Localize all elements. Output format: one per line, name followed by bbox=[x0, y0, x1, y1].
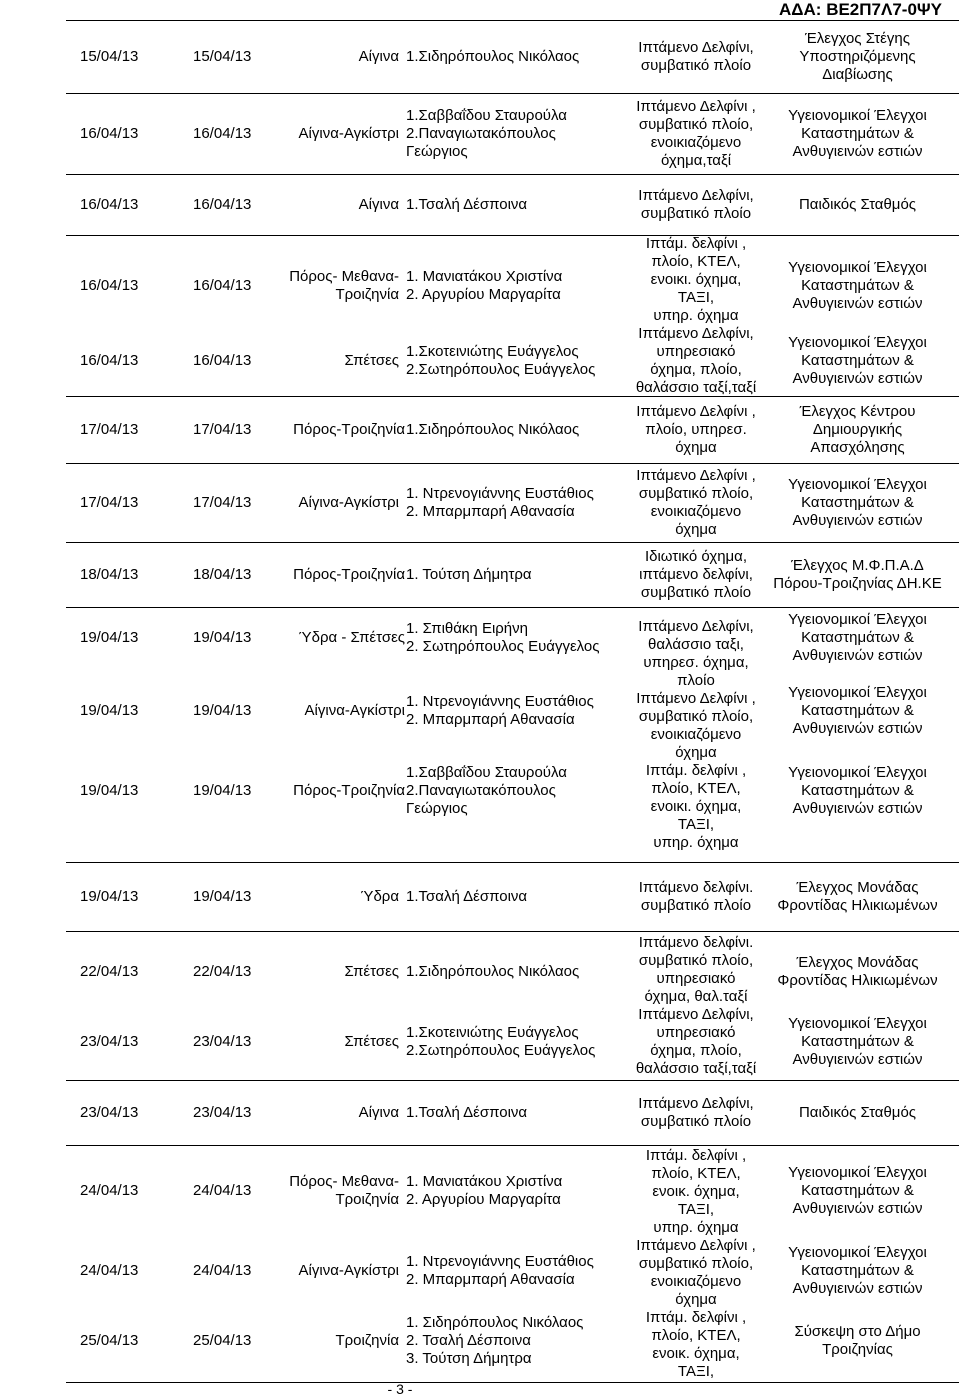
cell-line: συμβατικό πλοίο, bbox=[638, 708, 754, 725]
cell-line: 1.Σαββαΐδου Σταυρούλα bbox=[406, 107, 567, 124]
start-date-cell: 25/04/13 bbox=[80, 1332, 139, 1349]
transport-cell bbox=[627, 39, 765, 75]
cell-line: Ιπτάμενο Δελφίνι , bbox=[636, 1237, 756, 1254]
cell-line: Υγειονομικοί Έλεγχοι bbox=[788, 611, 927, 628]
start-date-cell: 16/04/13 bbox=[80, 277, 139, 294]
purpose-cell bbox=[756, 259, 959, 313]
cell-line: 1.Σιδηρόπουλος Νικόλαος bbox=[406, 48, 580, 65]
cell-line: Παιδικός Σταθμός bbox=[798, 196, 917, 213]
cell-line: υπηρεσιακό bbox=[656, 970, 736, 987]
transport-cell bbox=[627, 618, 765, 690]
cell-line: όχημα,ταξί bbox=[660, 152, 732, 169]
end-date-cell: 19/04/13 bbox=[193, 629, 252, 646]
cell-line: Απασχόλησης bbox=[810, 439, 905, 456]
end-date-cell: 16/04/13 bbox=[193, 277, 252, 294]
cell-line: Υγειονομικοί Έλεγχοι bbox=[788, 1164, 927, 1181]
purpose-cell bbox=[756, 954, 959, 990]
purpose-cell bbox=[756, 476, 959, 530]
transport-cell bbox=[627, 187, 765, 223]
purpose-cell bbox=[756, 684, 959, 738]
end-date-cell: 17/04/13 bbox=[193, 494, 252, 511]
cell-line: 1. Ντρενογιάννης Ευστάθιος bbox=[406, 1253, 594, 1270]
staff-cell bbox=[400, 343, 642, 379]
table-row bbox=[66, 175, 959, 236]
table-row bbox=[66, 1081, 959, 1146]
staff-cell bbox=[400, 1314, 642, 1368]
cell-line: Πόρος- Μεθανα- bbox=[289, 268, 399, 285]
cell-line: υπηρεσιακό bbox=[656, 343, 736, 360]
staff-cell bbox=[400, 1173, 642, 1209]
staff-cell bbox=[400, 888, 642, 906]
transport-cell bbox=[627, 1095, 765, 1131]
end-date-cell: 24/04/13 bbox=[193, 1182, 252, 1199]
table-row bbox=[66, 21, 959, 94]
transport-cell bbox=[627, 934, 765, 1006]
cell-line: Έλεγχος Στέγης bbox=[805, 30, 910, 47]
cell-line: Αίγινα bbox=[358, 196, 399, 213]
end-date-cell: 23/04/13 bbox=[193, 1104, 252, 1121]
transport-cell bbox=[627, 1147, 765, 1237]
start-date-cell: 15/04/13 bbox=[80, 48, 139, 65]
cell-line: 1.Τσαλή Δέσποινα bbox=[406, 1104, 528, 1121]
place-cell bbox=[281, 352, 399, 370]
staff-cell bbox=[400, 620, 642, 656]
cell-line: 1. Ντρενογιάννης Ευστάθιος bbox=[406, 693, 594, 710]
staff-cell bbox=[400, 485, 642, 521]
purpose-cell bbox=[756, 1323, 959, 1359]
end-date-cell: 16/04/13 bbox=[193, 196, 252, 213]
cell-line: 1.Σαββαΐδου Σταυρούλα bbox=[406, 764, 567, 781]
cell-line: όχημα, πλοίο, bbox=[650, 361, 742, 378]
cell-line: Δημιουργικής bbox=[812, 421, 903, 438]
start-date-cell: 19/04/13 bbox=[80, 888, 139, 905]
purpose-cell bbox=[756, 1015, 959, 1069]
cell-line: Καταστημάτων & bbox=[801, 494, 914, 511]
staff-cell bbox=[400, 421, 642, 439]
cell-line: Ιπτάμενο δελφίνι. bbox=[638, 879, 754, 896]
cell-line: 2.Σωτηρόπουλος Ευάγγελος bbox=[406, 361, 596, 378]
cell-line: Ανθυγιεινών εστιών bbox=[792, 1200, 923, 1217]
start-date-cell: 16/04/13 bbox=[80, 196, 139, 213]
cell-line: 1.Σκοτεινιώτης Ευάγγελος bbox=[406, 1024, 579, 1041]
table-row bbox=[66, 543, 959, 608]
cell-line: Υποστηριζόμενης bbox=[799, 48, 916, 65]
cell-line: συμβατικό πλοίο bbox=[640, 584, 752, 601]
cell-line: υπηρ. όχημα bbox=[653, 834, 739, 851]
cell-line: όχημα, θαλ.ταξί bbox=[644, 988, 748, 1005]
place-cell bbox=[281, 196, 399, 214]
cell-line: ενοικιαζόμενο bbox=[650, 1273, 742, 1290]
cell-line: 2. Τσαλή Δέσποινα bbox=[406, 1332, 531, 1349]
end-date-cell: 16/04/13 bbox=[193, 125, 252, 142]
cell-line: Ιπτάμενο Δελφίνι, bbox=[638, 39, 754, 56]
end-date-cell: 22/04/13 bbox=[193, 963, 252, 980]
cell-line: 1.Τσαλή Δέσποινα bbox=[406, 888, 528, 905]
cell-line: Ιπτάμενο δελφίνι. bbox=[638, 934, 754, 951]
cell-line: Έλεγχος Μονάδας bbox=[796, 954, 919, 971]
cell-line: Πόρου-Τροιζηνίας ΔΗ.ΚΕ bbox=[773, 575, 942, 592]
staff-cell bbox=[400, 1024, 642, 1060]
cell-line: ΤΑΞΙ, bbox=[677, 289, 715, 306]
staff-cell bbox=[400, 196, 642, 214]
cell-line: Ανθυγιεινών εστιών bbox=[792, 143, 923, 160]
end-date-cell: 24/04/13 bbox=[193, 1262, 252, 1279]
cell-line: Αίγινα bbox=[358, 48, 399, 65]
cell-line: συμβατικό πλοίο bbox=[640, 897, 752, 914]
cell-line: Σύσκεψη στο Δήμο bbox=[794, 1323, 921, 1340]
transport-cell bbox=[627, 1237, 765, 1309]
cell-line: Υγειονομικοί Έλεγχοι bbox=[788, 1015, 927, 1032]
cell-line: 1. Τούτση Δήμητρα bbox=[406, 566, 532, 583]
cell-line: Ανθυγιεινών εστιών bbox=[792, 720, 923, 737]
cell-line: 2.Παναγιωτακόπουλος bbox=[406, 782, 556, 799]
place-cell bbox=[281, 125, 399, 143]
staff-cell bbox=[400, 1253, 642, 1289]
cell-line: Ιπτάμενο Δελφίνι, bbox=[638, 187, 754, 204]
cell-line: Ύδρα - Σπέτσες bbox=[298, 629, 405, 646]
transport-cell bbox=[627, 98, 765, 170]
cell-line: Καταστημάτων & bbox=[801, 1182, 914, 1199]
cell-line: Πόρος-Τροιζηνία bbox=[293, 566, 405, 583]
cell-line: Παιδικός Σταθμός bbox=[798, 1104, 917, 1121]
place-cell bbox=[281, 268, 399, 304]
cell-line: 2.Σωτηρόπουλος Ευάγγελος bbox=[406, 1042, 596, 1059]
place-cell bbox=[281, 421, 405, 439]
cell-line: Ανθυγιεινών εστιών bbox=[792, 1051, 923, 1068]
transport-cell bbox=[627, 403, 765, 457]
transport-cell bbox=[627, 548, 765, 602]
cell-line: Έλεγχος Κέντρου bbox=[799, 403, 916, 420]
transport-cell bbox=[627, 467, 765, 539]
cell-line: 2. Σωτηρόπουλος Ευάγγελος bbox=[406, 638, 600, 655]
cell-line: ενοικιαζόμενο bbox=[650, 726, 742, 743]
start-date-cell: 19/04/13 bbox=[80, 702, 139, 719]
table-row bbox=[66, 932, 959, 1081]
cell-line: 2.Παναγιωτακόπουλος bbox=[406, 125, 556, 142]
start-date-cell: 16/04/13 bbox=[80, 352, 139, 369]
place-cell bbox=[281, 782, 405, 800]
inspection-schedule-table bbox=[66, 20, 959, 1383]
purpose-cell bbox=[756, 1164, 959, 1218]
cell-line: Πόρος-Τροιζηνία bbox=[293, 421, 405, 438]
place-cell bbox=[281, 494, 399, 512]
transport-cell bbox=[627, 690, 765, 762]
place-cell bbox=[281, 629, 405, 647]
start-date-cell: 19/04/13 bbox=[80, 782, 139, 799]
cell-line: Γεώργιος bbox=[406, 143, 468, 160]
cell-line: 1. Μανιατάκου Χριστίνα bbox=[406, 1173, 563, 1190]
cell-line: 1. Ντρενογιάννης Ευστάθιος bbox=[406, 485, 594, 502]
cell-line: ενοικιαζόμενο bbox=[650, 134, 742, 151]
staff-cell bbox=[400, 963, 642, 981]
cell-line: Ιπτάμενο Δελφίνι , bbox=[636, 467, 756, 484]
cell-line: ενοικ. όχημα, bbox=[652, 1183, 740, 1200]
place-cell bbox=[281, 1332, 399, 1350]
start-date-cell: 23/04/13 bbox=[80, 1033, 139, 1050]
end-date-cell: 19/04/13 bbox=[193, 888, 252, 905]
place-cell bbox=[281, 1104, 399, 1122]
cell-line: Ιπτάμενο Δελφίνι, bbox=[638, 1006, 754, 1023]
end-date-cell: 19/04/13 bbox=[193, 782, 252, 799]
cell-line: συμβατικό πλοίο bbox=[640, 1113, 752, 1130]
transport-cell bbox=[627, 1006, 765, 1078]
start-date-cell: 24/04/13 bbox=[80, 1182, 139, 1199]
purpose-cell bbox=[756, 764, 959, 818]
cell-line: Υγειονομικοί Έλεγχοι bbox=[788, 764, 927, 781]
cell-line: πλοίο, ΚΤΕΛ, bbox=[651, 1165, 741, 1182]
staff-cell bbox=[400, 764, 642, 818]
cell-line: Πόρος- Μεθανα- bbox=[289, 1173, 399, 1190]
purpose-cell bbox=[756, 196, 959, 214]
cell-line: Σπέτσες bbox=[344, 1033, 399, 1050]
cell-line: ΤΑΞΙ, bbox=[677, 1363, 715, 1380]
table-row bbox=[66, 397, 959, 464]
cell-line: συμβατικό πλοίο, bbox=[638, 116, 754, 133]
cell-line: Αίγινα-Αγκίστρι bbox=[298, 125, 399, 142]
place-cell bbox=[281, 1173, 399, 1209]
cell-line: Τροιζηνίας bbox=[822, 1341, 893, 1358]
cell-line: Ύδρα bbox=[360, 888, 399, 905]
transport-cell bbox=[627, 762, 765, 852]
cell-line: 1.Σιδηρόπουλος Νικόλαος bbox=[406, 421, 580, 438]
cell-line: Ιπτάμενο Δελφίνι, bbox=[638, 1095, 754, 1112]
cell-line: Τροιζηνία bbox=[335, 1332, 399, 1349]
cell-line: Φροντίδας Ηλικιωμένων bbox=[777, 972, 938, 989]
cell-line: Ιπτάμενο Δελφίνι, bbox=[638, 325, 754, 342]
table-row bbox=[66, 608, 959, 863]
cell-line: πλοίο bbox=[677, 672, 715, 689]
cell-line: Διαβίωσης bbox=[822, 66, 893, 83]
cell-line: Ανθυγιεινών εστιών bbox=[792, 647, 923, 664]
cell-line: Υγειονομικοί Έλεγχοι bbox=[788, 259, 927, 276]
purpose-cell bbox=[756, 611, 959, 665]
cell-line: Τροιζηνία bbox=[335, 1191, 399, 1208]
cell-line: Υγειονομικοί Έλεγχοι bbox=[788, 684, 927, 701]
start-date-cell: 17/04/13 bbox=[80, 421, 139, 438]
cell-line: 1. Σιδηρόπουλος Νικόλαος bbox=[406, 1314, 584, 1331]
cell-line: υπηρεσ. όχημα, bbox=[643, 654, 749, 671]
start-date-cell: 18/04/13 bbox=[80, 566, 139, 583]
cell-line: Γεώργιος bbox=[406, 800, 468, 817]
cell-line: Φροντίδας Ηλικιωμένων bbox=[777, 897, 938, 914]
cell-line: Ανθυγιεινών εστιών bbox=[792, 1280, 923, 1297]
cell-line: Σπέτσες bbox=[344, 352, 399, 369]
cell-line: Υγειονομικοί Έλεγχοι bbox=[788, 334, 927, 351]
table-row bbox=[66, 863, 959, 932]
cell-line: Υγειονομικοί Έλεγχοι bbox=[788, 1244, 927, 1261]
cell-line: Ιπτάμενο Δελφίνι , bbox=[636, 690, 756, 707]
cell-line: Καταστημάτων & bbox=[801, 277, 914, 294]
cell-line: ενοικι. όχημα, bbox=[650, 798, 742, 815]
end-date-cell: 25/04/13 bbox=[193, 1332, 252, 1349]
cell-line: Καταστημάτων & bbox=[801, 1262, 914, 1279]
place-cell bbox=[281, 48, 399, 66]
start-date-cell: 22/04/13 bbox=[80, 963, 139, 980]
end-date-cell: 19/04/13 bbox=[193, 702, 252, 719]
cell-line: όχημα, πλοίο, bbox=[650, 1042, 742, 1059]
cell-line: 1.Σκοτεινιώτης Ευάγγελος bbox=[406, 343, 579, 360]
cell-line: πλοίο, ΚΤΕΛ, bbox=[651, 1327, 741, 1344]
cell-line: συμβατικό πλοίο, bbox=[638, 1255, 754, 1272]
cell-line: ενοικιαζόμενο bbox=[650, 503, 742, 520]
start-date-cell: 16/04/13 bbox=[80, 125, 139, 142]
cell-line: συμβατικό πλοίο, bbox=[638, 485, 754, 502]
cell-line: Ιδιωτικό όχημα, bbox=[644, 548, 748, 565]
end-date-cell: 23/04/13 bbox=[193, 1033, 252, 1050]
staff-cell bbox=[400, 107, 642, 161]
purpose-cell bbox=[756, 557, 959, 593]
cell-line: 3. Τούτση Δήμητρα bbox=[406, 1350, 532, 1367]
cell-line: υπηρεσιακό bbox=[656, 1024, 736, 1041]
cell-line: Τροιζηνία bbox=[335, 286, 399, 303]
cell-line: συμβατικό πλοίο bbox=[640, 57, 752, 74]
cell-line: Ανθυγιεινών εστιών bbox=[792, 512, 923, 529]
start-date-cell: 24/04/13 bbox=[80, 1262, 139, 1279]
end-date-cell: 16/04/13 bbox=[193, 352, 252, 369]
cell-line: Ανθυγιεινών εστιών bbox=[792, 800, 923, 817]
cell-line: Καταστημάτων & bbox=[801, 629, 914, 646]
staff-cell bbox=[400, 268, 642, 304]
place-cell bbox=[281, 888, 399, 906]
cell-line: πλοίο, υπηρεσ. bbox=[645, 421, 747, 438]
cell-line: πλοίο, ΚΤΕΛ, bbox=[651, 253, 741, 270]
cell-line: Σπέτσες bbox=[344, 963, 399, 980]
page-number: - 3 - bbox=[387, 1381, 413, 1397]
cell-line: Αίγινα bbox=[358, 1104, 399, 1121]
cell-line: 1. Μανιατάκου Χριστίνα bbox=[406, 268, 563, 285]
start-date-cell: 23/04/13 bbox=[80, 1104, 139, 1121]
cell-line: Καταστημάτων & bbox=[801, 782, 914, 799]
cell-line: όχημα bbox=[675, 521, 717, 538]
transport-cell bbox=[627, 879, 765, 915]
place-cell bbox=[281, 566, 405, 584]
cell-line: 1. Σπιθάκη Ειρήνη bbox=[406, 620, 528, 637]
cell-line: Έλεγχος Μονάδας bbox=[796, 879, 919, 896]
staff-cell bbox=[400, 48, 642, 66]
cell-line: πλοίο, ΚΤΕΛ, bbox=[651, 780, 741, 797]
cell-line: Ιπτάμενο Δελφίνι , bbox=[636, 98, 756, 115]
cell-line: υπηρ. όχημα bbox=[653, 1219, 739, 1236]
end-date-cell: 18/04/13 bbox=[193, 566, 252, 583]
cell-line: Αίγινα-Αγκίστρι bbox=[298, 494, 399, 511]
cell-line: Ιπτάμ. δελφίνι , bbox=[645, 762, 747, 779]
cell-line: όχημα bbox=[675, 1291, 717, 1308]
cell-line: Ανθυγιεινών εστιών bbox=[792, 370, 923, 387]
cell-line: Καταστημάτων & bbox=[801, 352, 914, 369]
purpose-cell bbox=[756, 334, 959, 388]
cell-line: 2. Μπαρμπαρή Αθανασία bbox=[406, 503, 575, 520]
cell-line: ιπτάμενο δελφίνι, bbox=[639, 566, 753, 583]
cell-line: θαλάσσιο ταξί,ταξί bbox=[635, 379, 757, 396]
place-cell bbox=[281, 1262, 399, 1280]
transport-cell bbox=[627, 235, 765, 325]
cell-line: Αίγινα-Αγκίστρι bbox=[298, 1262, 399, 1279]
purpose-cell bbox=[756, 107, 959, 161]
cell-line: συμβατικό πλοίο, bbox=[638, 952, 754, 969]
cell-line: 2. Μπαρμπαρή Αθανασία bbox=[406, 1271, 575, 1288]
cell-line: Ιπτάμενο Δελφίνι, bbox=[638, 618, 754, 635]
cell-line: Ιπτάμ. δελφίνι , bbox=[645, 1147, 747, 1164]
place-cell bbox=[281, 1033, 399, 1051]
cell-line: ενοικ. όχημα, bbox=[652, 1345, 740, 1362]
cell-line: Ανθυγιεινών εστιών bbox=[792, 295, 923, 312]
cell-line: Ιπτάμ. δελφίνι , bbox=[645, 235, 747, 252]
cell-line: υπηρ. όχημα bbox=[653, 307, 739, 324]
place-cell bbox=[281, 702, 405, 720]
place-cell bbox=[281, 963, 399, 981]
cell-line: Υγειονομικοί Έλεγχοι bbox=[788, 107, 927, 124]
cell-line: Ιπτάμ. δελφίνι , bbox=[645, 1309, 747, 1326]
staff-cell bbox=[400, 1104, 642, 1122]
cell-line: Έλεγχος Μ.Φ.Π.Α.Δ bbox=[791, 557, 924, 574]
purpose-cell bbox=[756, 403, 959, 457]
cell-line: Πόρος-Τροιζηνία bbox=[293, 782, 405, 799]
cell-line: όχημα bbox=[675, 744, 717, 761]
start-date-cell: 19/04/13 bbox=[80, 629, 139, 646]
cell-line: Καταστημάτων & bbox=[801, 125, 914, 142]
end-date-cell: 17/04/13 bbox=[193, 421, 252, 438]
cell-line: ενοικι. όχημα, bbox=[650, 271, 742, 288]
cell-line: όχημα bbox=[675, 439, 717, 456]
cell-line: 2. Αργυρίου Μαργαρίτα bbox=[406, 286, 561, 303]
table-row bbox=[66, 464, 959, 543]
staff-cell bbox=[400, 693, 642, 729]
cell-line: Υγειονομικοί Έλεγχοι bbox=[788, 476, 927, 493]
cell-line: Καταστημάτων & bbox=[801, 1033, 914, 1050]
cell-line: 1.Σιδηρόπουλος Νικόλαος bbox=[406, 963, 580, 980]
end-date-cell: 15/04/13 bbox=[193, 48, 252, 65]
table-row bbox=[66, 236, 959, 397]
cell-line: θαλάσσιο ταξι, bbox=[648, 636, 744, 653]
purpose-cell bbox=[756, 1104, 959, 1122]
start-date-cell: 17/04/13 bbox=[80, 494, 139, 511]
table-row bbox=[66, 94, 959, 175]
table-row bbox=[66, 1146, 959, 1383]
cell-line: Αίγινα-Αγκίστρι bbox=[304, 702, 405, 719]
staff-cell bbox=[400, 566, 642, 584]
cell-line: ΤΑΞΙ, bbox=[677, 1201, 715, 1218]
cell-line: 2. Αργυρίου Μαργαρίτα bbox=[406, 1191, 561, 1208]
purpose-cell bbox=[756, 879, 959, 915]
purpose-cell bbox=[756, 1244, 959, 1298]
document-code: ΑΔΑ: ΒΕ2Π7Λ7-0ΨΥ bbox=[779, 0, 942, 19]
cell-line: Ιπτάμενο Δελφίνι , bbox=[636, 403, 756, 420]
cell-line: 2. Μπαρμπαρή Αθανασία bbox=[406, 711, 575, 728]
cell-line: 1.Τσαλή Δέσποινα bbox=[406, 196, 528, 213]
transport-cell bbox=[627, 1309, 765, 1381]
purpose-cell bbox=[756, 30, 959, 84]
cell-line: Καταστημάτων & bbox=[801, 702, 914, 719]
cell-line: συμβατικό πλοίο bbox=[640, 205, 752, 222]
cell-line: θαλάσσιο ταξί,ταξί bbox=[635, 1060, 757, 1077]
cell-line: ΤΑΞΙ, bbox=[677, 816, 715, 833]
transport-cell bbox=[627, 325, 765, 397]
